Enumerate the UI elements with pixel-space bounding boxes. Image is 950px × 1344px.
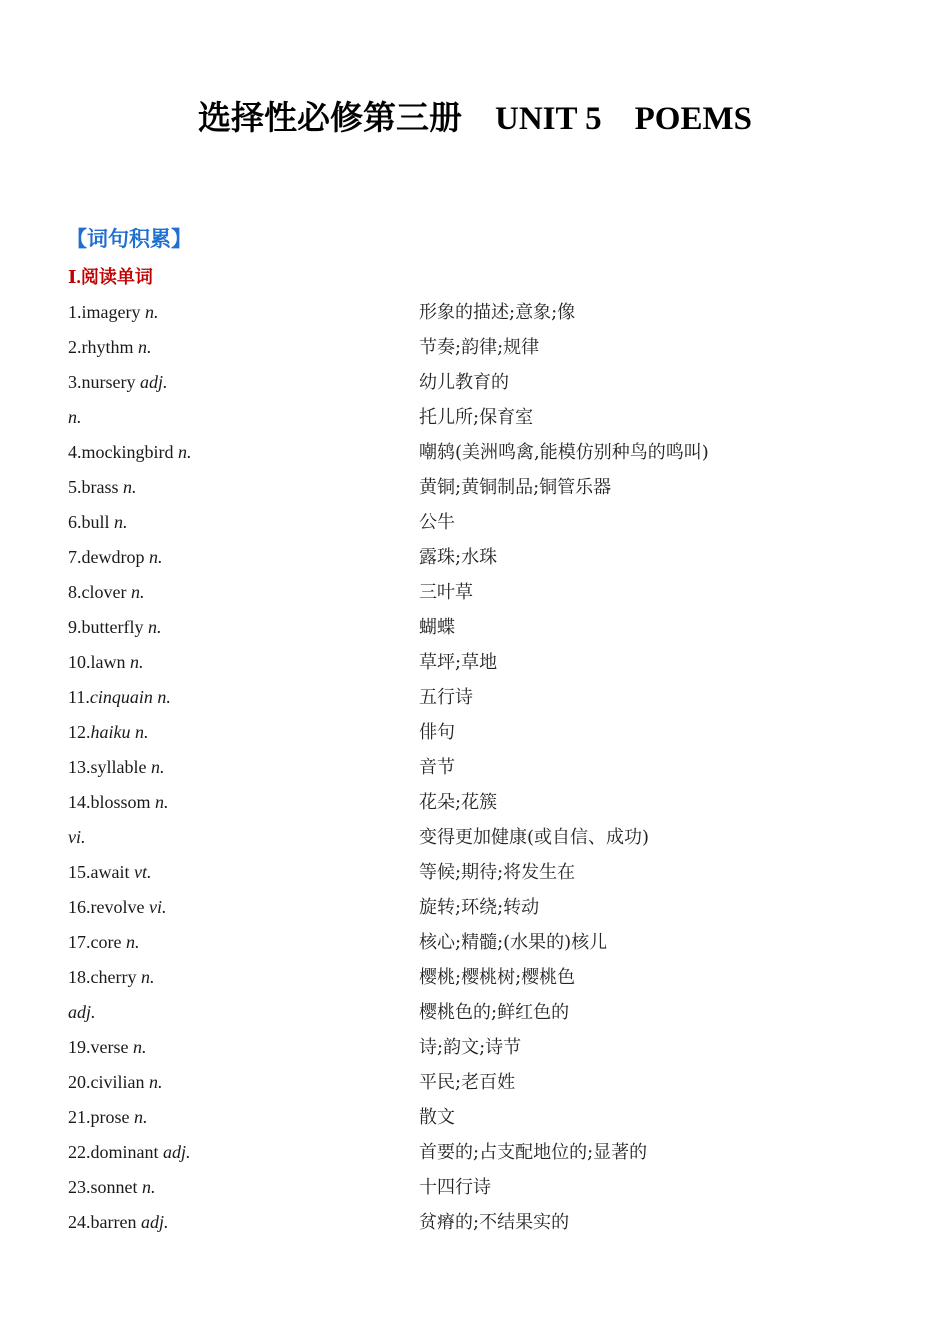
vocab-meaning: 草坪;草地 [419,652,498,673]
vocab-word: bull [81,512,110,532]
vocab-row [68,925,888,960]
vocab-part-of-speech: n. [178,442,192,462]
section-heading: 【词句积累】 [66,227,192,251]
vocab-word: mockingbird [81,442,174,462]
vocab-part-of-speech: vt. [133,862,152,882]
vocab-word: syllable [90,757,147,777]
vocab-part-of-speech: n. [114,512,128,532]
vocab-meaning: 核心;精髓;(水果的)核儿 [419,932,608,953]
vocab-row [68,1135,888,1170]
vocab-part-of-speech: n. [138,337,152,357]
vocab-part-of-speech: n. [148,547,163,567]
vocab-part-of-speech: n. [151,757,165,777]
vocab-row [68,645,888,680]
vocab-english [68,1205,168,1240]
vocab-meaning: 旋转;环绕;转动 [419,897,540,918]
vocab-meaning: 黄铜;黄铜制品;铜管乐器 [419,477,612,498]
vocab-word: dewdrop [81,547,145,567]
vocab-number: 23. [68,1177,91,1197]
vocab-word: nursery [81,372,136,392]
vocab-meaning: 公牛 [419,512,455,533]
vocab-english [68,330,152,365]
page-title: 选择性必修第三册 UNIT 5 POEMS [197,101,752,137]
vocab-meaning: 托儿所;保育室 [419,407,534,428]
vocab-number: 19. [68,1037,91,1057]
vocab-english [68,1100,148,1135]
vocab-word: sonnet [90,1177,138,1197]
vocab-english [68,610,161,645]
vocab-english [68,1030,146,1065]
vocab-number: 12. [68,722,91,742]
vocab-english [68,680,171,715]
vocab-word: clover [81,582,127,602]
vocab-row [68,750,888,785]
vocab-word: barren [90,1212,137,1232]
vocab-english [68,400,82,435]
vocab-row [68,820,888,855]
vocab-number: 1. [68,302,82,322]
vocab-number: 18. [68,967,91,987]
vocab-meaning: 等候;期待;将发生在 [419,862,576,883]
vocab-english [68,505,128,540]
vocab-number: 13. [68,757,91,777]
vocab-english [68,540,162,575]
vocab-meaning: 露珠;水珠 [419,547,498,568]
vocab-english [68,470,137,505]
vocab-word: cinquain [89,687,153,707]
vocab-row [68,1065,888,1100]
vocab-part-of-speech: n. [142,1177,156,1197]
vocab-english [68,1170,156,1205]
vocab-row [68,1100,888,1135]
vocab-english [68,575,144,610]
vocab-row [68,575,888,610]
vocab-word: civilian [90,1072,145,1092]
vocab-part-of-speech: adj. [139,372,168,392]
vocab-meaning: 十四行诗 [419,1177,491,1198]
vocab-number: 17. [68,932,91,952]
vocab-row [68,540,888,575]
vocab-english [68,645,144,680]
vocab-english [68,995,96,1030]
vocab-meaning: 幼儿教育的 [419,372,509,393]
vocab-number: 3. [68,372,82,392]
vocab-part-of-speech: vi. [68,827,86,847]
vocab-row [68,295,888,330]
vocab-part-of-speech: n. [135,722,149,742]
vocab-part-of-speech: n. [125,932,140,952]
vocab-part-of-speech: n. [123,477,137,497]
vocab-row [68,470,888,505]
vocab-row [68,680,888,715]
vocab-number: 8. [68,582,82,602]
vocab-number: 2. [68,337,82,357]
vocab-english [68,890,166,925]
vocab-list [68,295,888,1240]
vocab-meaning: 樱桃色的;鲜红色的 [419,1002,570,1023]
vocab-number: 15. [68,862,91,882]
vocab-part-of-speech: n. [144,302,159,322]
vocab-english [68,365,168,400]
vocab-meaning: 变得更加健康(或自信、成功) [419,827,650,848]
vocab-english [68,960,154,995]
vocab-meaning: 三叶草 [419,582,473,603]
vocab-meaning: 音节 [419,757,455,778]
vocab-number: 14. [68,792,91,812]
vocab-number: 16. [68,897,91,917]
vocab-word: core [90,932,122,952]
vocab-number: 7. [68,547,82,567]
vocab-english [68,295,158,330]
vocab-meaning: 散文 [419,1107,455,1128]
vocab-part-of-speech: n. [132,1037,147,1057]
vocab-number: 22. [68,1142,91,1162]
vocab-meaning: 节奏;韵律;规律 [419,337,540,358]
vocab-row [68,505,888,540]
vocab-part-of-speech: n. [134,1107,148,1127]
vocab-number: 9. [68,617,82,637]
vocab-part-of-speech: n. [148,1072,163,1092]
vocab-english [68,820,86,855]
vocab-number: 5. [68,477,82,497]
vocab-part-of-speech: n. [130,582,145,602]
vocab-meaning: 樱桃;樱桃树;樱桃色 [419,967,576,988]
vocab-word: butterfly [81,617,144,637]
vocab-part-of-speech: n. [140,967,155,987]
vocab-meaning: 俳句 [419,722,455,743]
vocab-word: blossom [90,792,151,812]
vocab-part-of-speech: n. [155,792,169,812]
vocab-word: lawn [90,652,126,672]
vocab-row [68,890,888,925]
vocab-meaning: 平民;老百姓 [419,1072,516,1093]
vocab-word: brass [81,477,119,497]
vocab-meaning: 五行诗 [419,687,473,708]
vocab-meaning: 嘲鸫(美洲鸣禽,能模仿别种鸟的鸣叫) [419,442,709,463]
vocab-english [68,925,139,960]
vocab-english [68,435,192,470]
vocab-row [68,995,888,1030]
vocab-part-of-speech: n. [68,407,82,427]
vocab-english [68,715,149,750]
vocab-part-of-speech: n. [130,652,144,672]
vocab-row [68,960,888,995]
vocab-part-of-speech: n. [157,687,171,707]
vocab-english [68,1065,162,1100]
vocab-word: imagery [81,302,141,322]
vocab-part-of-speech: n. [147,617,162,637]
vocab-english [68,785,169,820]
vocab-meaning: 贫瘠的;不结果实的 [419,1212,570,1233]
vocab-row [68,330,888,365]
vocab-number: 4. [68,442,82,462]
vocab-row [68,435,888,470]
vocab-row [68,1170,888,1205]
vocab-english [68,855,151,890]
vocab-meaning: 形象的描述;意象;像 [419,302,576,323]
vocab-row [68,610,888,645]
vocab-row [68,855,888,890]
vocab-meaning: 首要的;占支配地位的;显著的 [419,1142,648,1163]
vocab-number: 24. [68,1212,91,1232]
vocab-word: dominant [90,1142,159,1162]
vocab-meaning: 蝴蝶 [419,617,455,638]
vocab-word: cherry [90,967,137,987]
vocab-english [68,750,165,785]
vocab-number: 11. [68,687,90,707]
vocab-row [68,400,888,435]
vocab-part-of-speech: adj. [140,1212,169,1232]
vocab-row [68,1205,888,1240]
vocab-word: await [90,862,130,882]
vocab-english [68,1135,191,1170]
vocab-word: revolve [90,897,145,917]
vocab-word: prose [90,1107,130,1127]
vocab-meaning: 花朵;花簇 [419,792,498,813]
vocab-number: 6. [68,512,82,532]
vocab-number: 10. [68,652,91,672]
vocab-number: 20. [68,1072,91,1092]
vocab-row [68,785,888,820]
vocab-meaning: 诗;韵文;诗节 [419,1037,522,1058]
vocab-part-of-speech: adj. [163,1142,191,1162]
vocab-part-of-speech: vi. [148,897,167,917]
vocab-word: haiku [90,722,131,742]
vocab-number: 21. [68,1107,91,1127]
vocab-word: verse [90,1037,129,1057]
vocab-row [68,365,888,400]
sub-heading: Ⅰ.阅读单词 [68,267,153,287]
vocab-part-of-speech: adj. [68,1002,96,1022]
vocab-word: rhythm [81,337,134,357]
vocab-row [68,1030,888,1065]
vocab-row [68,715,888,750]
